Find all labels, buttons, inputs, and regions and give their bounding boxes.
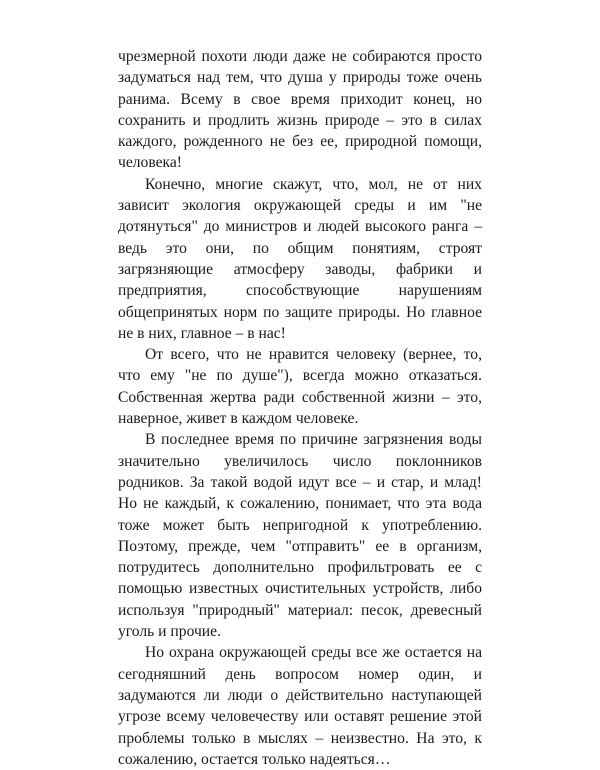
body-text <box>118 46 482 770</box>
paragraph-continuation: чрезмерной похоти люди даже не собираются просто задуматься над тем, что душа у природы тоже очень ранима. Всему в свое время приходит конец, но сохранить и продлить жизнь природе – это в силах каждого, рожденного не без ее, природной помощи, человека! <box>118 48 482 172</box>
paragraph-self-sacrifice: От всего, что не нравится человеку (вернее, то, что ему "не по душе"), всегда можно отказаться. Собственная жертва ради собственной жизни – это, наверное, живет в каждом человеке. <box>118 346 482 428</box>
paragraph-spring-water: В последнее время по причине загрязнения воды значительно увеличилось число поклонников родников. За такой водой идут все – и стар, и млад! Но не каждый, к сожалению, понимает, что эта вода тоже может быть непригодной к употреблению. Поэтому, прежде, чем "отправить" ее в организм, потрудитесь дополнительно профильтровать ее с помощью известных очистительных устройств, либо используя "природный" материал: песок, древесный уголь и прочие. <box>118 431 482 641</box>
paragraph-ecology-responsibility: Конечно, многие скажут, что, мол, не от них зависит экология окружающей среды и им "не дотянуться" до министров и людей высокого ранга – ведь это они, по общим понятиям, строят загрязняющие атмосферу заводы, фабрики и предприятия, способствующие нарушениям общепринятых норм по защите природы. Но главное не в них, главное – в нас! <box>118 175 482 342</box>
paragraph-conclusion: Но охрана окружающей среды все же остается на сегодняшний день вопросом номер один, и задумаются ли люди о действительно наступающей угрозе всему человечеству или оставят решение этой проблемы только в мыслях – неизвестно. На это, к сожалению, остается только надеяться… <box>118 644 482 768</box>
